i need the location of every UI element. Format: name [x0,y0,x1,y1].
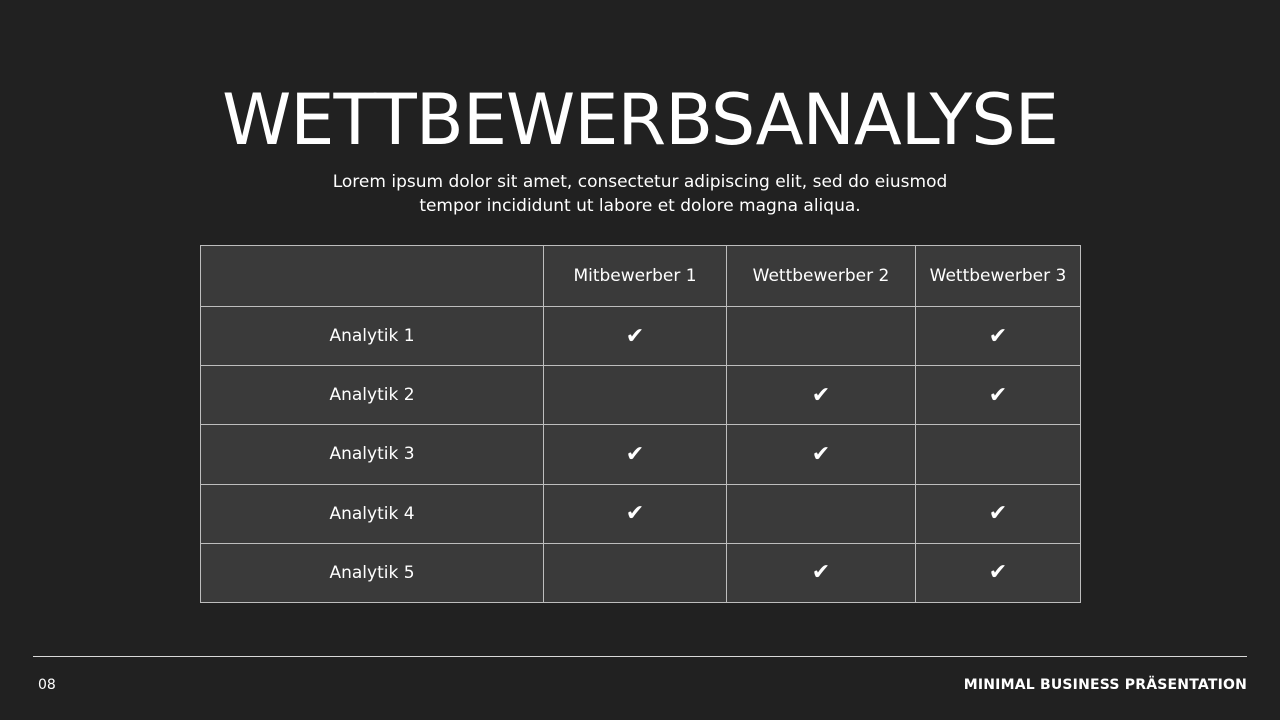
table-row [201,543,1081,602]
slide-subtitle: Lorem ipsum dolor sit amet, consectetur adipiscing elit, sed do eiusmod tempor incididunt ut labore et dolore magna aliqua. [332,172,948,216]
table-cell [544,543,727,602]
row-label: Analytik 2 [201,366,544,425]
column-header-competitor-3: Wettbewerber 3 [916,246,1081,307]
table-cell [727,484,916,543]
checkmark-icon: ✔ [988,323,1008,349]
comparison-table [200,245,1081,603]
checkmark-icon: ✔ [811,560,831,586]
checkmark-icon: ✔ [625,441,645,467]
table-row [201,484,1081,543]
table-row [201,425,1081,484]
table-header-row [201,246,1081,307]
checkmark-icon: ✔ [625,501,645,527]
table-row [201,307,1081,366]
table-cell [916,425,1081,484]
table-cell [916,484,1081,543]
table-cell [916,543,1081,602]
table-cell [544,366,727,425]
slide-title: WETTBEWERBSANALYSE [222,79,1058,161]
checkmark-icon: ✔ [811,441,831,467]
checkmark-icon: ✔ [811,382,831,408]
table-cell [727,543,916,602]
column-header-competitor-2: Wettbewerber 2 [727,246,916,307]
table-row [201,366,1081,425]
row-label: Analytik 4 [201,484,544,543]
checkmark-icon: ✔ [625,323,645,349]
table-cell [544,425,727,484]
checkmark-icon: ✔ [988,560,1008,586]
checkmark-icon: ✔ [988,501,1008,527]
row-label: Analytik 1 [201,307,544,366]
table-cell [544,484,727,543]
row-label: Analytik 3 [201,425,544,484]
row-label: Analytik 5 [201,543,544,602]
table-cell [727,425,916,484]
table-cell [916,366,1081,425]
footer-divider [33,656,1247,657]
table-cell [727,366,916,425]
table-cell [727,307,916,366]
presentation-title: MINIMAL BUSINESS PRÄSENTATION [963,677,1247,693]
table-cell [916,307,1081,366]
table-corner-cell [201,246,544,307]
checkmark-icon: ✔ [988,382,1008,408]
table-cell [544,307,727,366]
page-number: 08 [38,677,56,693]
column-header-competitor-1: Mitbewerber 1 [544,246,727,307]
